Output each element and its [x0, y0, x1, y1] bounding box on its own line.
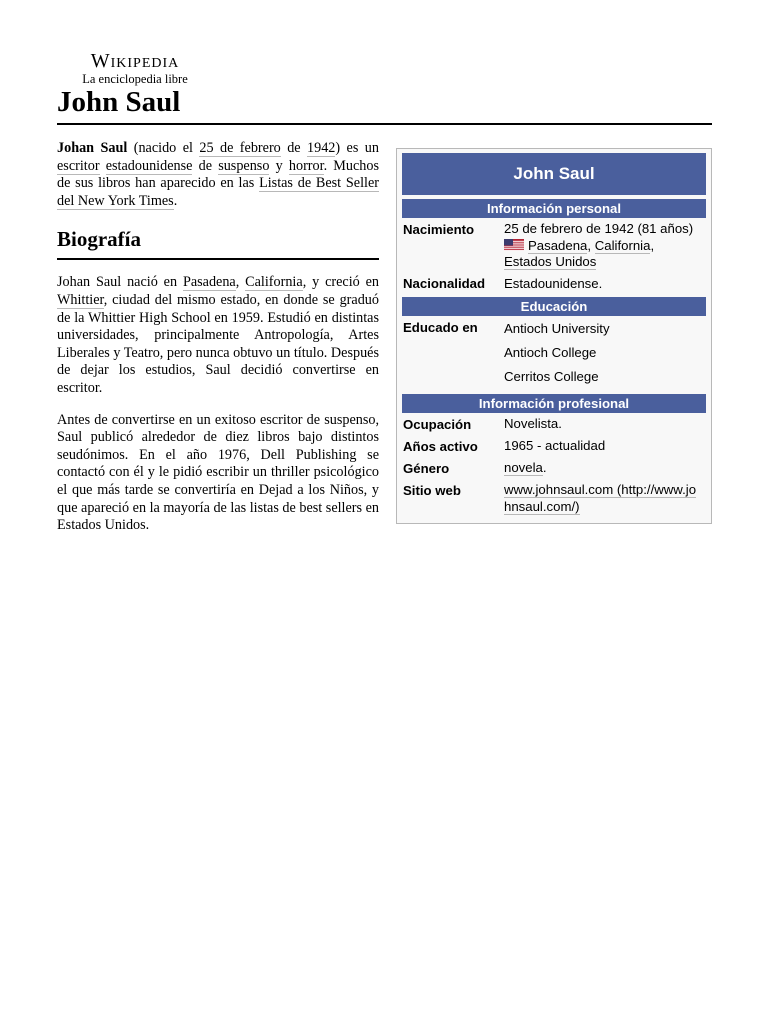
biography-paragraph-2: Antes de convertirse en un exitoso escritor de suspenso, Saul publicó alrededor de diez libros bajo distintos seudónimos. En el año 1976, Dell Publishing se contactó con él y le pidió escribir un thriller psicológico el que más tarde se convertiría en Dejad a los Niños, y que apareció en la mayoría de las listas de best sellers en Estados Unidos.: [57, 411, 379, 534]
website-label: Sitio web: [403, 483, 461, 498]
page-title: John Saul: [57, 86, 181, 118]
school-item: Cerritos College: [504, 369, 599, 384]
biography-paragraph-1: [57, 274, 379, 397]
intro-text: (nacido el: [127, 140, 200, 156]
infobox: [396, 148, 712, 524]
bio-text: Johan Saul nació en: [57, 274, 183, 291]
infobox-section-personal: Información personal: [402, 199, 706, 218]
link-birth-date[interactable]: 25 de febrero: [199, 140, 281, 156]
link-estados-unidos[interactable]: Estados Unidos: [504, 254, 597, 269]
birth-place: [504, 238, 709, 255]
logo-tagline: La enciclopedia libre: [82, 72, 188, 86]
link-novela[interactable]: novela: [504, 460, 543, 475]
birth-date: 25 de febrero de 1942 (81 años): [504, 221, 694, 236]
link-birth-year[interactable]: 1942: [307, 140, 336, 156]
article-body: [57, 140, 379, 549]
link-pasadena[interactable]: Pasadena: [182, 274, 236, 291]
intro-text: . Muchos de sus libros han aparecido en las: [57, 157, 380, 192]
school-item: Antioch College: [504, 345, 597, 360]
link-best-seller-lists[interactable]: Listas de Best Seller del New York Times: [57, 175, 379, 209]
birth-separator: ,: [587, 237, 595, 253]
educated-label: Educado en: [403, 320, 478, 335]
nationality-value: Estadounidense.: [504, 276, 603, 291]
birth-separator: ,: [650, 237, 655, 253]
intro-paragraph: [57, 140, 379, 210]
website-value[interactable]: [504, 482, 709, 515]
infobox-title: John Saul: [402, 153, 706, 195]
bio-text: , ciudad del mismo estado, en donde se graduó de la Whittier High School en 1959. Estudió en distintas universidades, principalmente Antropología, Artes Liberales y Teatro, pero nunca obtuvo un título. Después de dejar los estudios, Saul decidió convertirse en escritor.: [57, 291, 379, 396]
birth-label: Nacimiento: [403, 222, 475, 237]
link-california-infobox[interactable]: California: [594, 237, 651, 253]
website-link-line-2[interactable]: hnsaul.com/): [504, 498, 580, 514]
genre-value: [504, 460, 709, 477]
subject-name: Johan Saul: [57, 140, 128, 156]
wikipedia-logo[interactable]: [74, 50, 196, 86]
years-active-label: Años activo: [403, 439, 478, 454]
link-horror[interactable]: horror: [288, 157, 324, 174]
section-heading-biografia: Biografía: [57, 224, 379, 260]
years-active-value: 1965 - actualidad: [504, 438, 606, 453]
infobox-section-education: Educación: [402, 297, 706, 316]
genre-suffix: .: [542, 460, 547, 475]
logo-title: Wikipedia: [90, 50, 180, 72]
intro-text: ) es un: [335, 140, 379, 156]
infobox-section-professional: Información profesional: [402, 394, 706, 413]
intro-text: de: [192, 157, 219, 174]
genre-label: Género: [403, 461, 450, 476]
website-link-line-1[interactable]: www.johnsaul.com (http://www.jo: [504, 482, 697, 497]
nationality-label: Nacionalidad: [403, 276, 486, 291]
intro-text: y: [269, 157, 289, 174]
bio-text: , y creció en: [302, 274, 379, 291]
link-suspenso[interactable]: suspenso: [218, 157, 270, 174]
intro-text: [100, 158, 106, 174]
us-flag-icon: [504, 239, 524, 251]
birth-value: [504, 221, 709, 271]
intro-text: .: [173, 192, 178, 209]
link-estadounidense[interactable]: estadounidense: [105, 157, 193, 174]
link-california[interactable]: California: [245, 274, 303, 291]
school-item: Antioch University: [504, 321, 610, 336]
link-pasadena-infobox[interactable]: Pasadena: [528, 237, 588, 253]
bio-text: ,: [235, 274, 246, 291]
occupation-value: Novelista.: [504, 416, 562, 431]
link-whittier[interactable]: Whittier: [57, 291, 104, 308]
title-divider: [57, 123, 712, 125]
occupation-label: Ocupación: [403, 417, 472, 432]
link-escritor[interactable]: escritor: [57, 157, 100, 174]
intro-text: de: [280, 140, 308, 156]
